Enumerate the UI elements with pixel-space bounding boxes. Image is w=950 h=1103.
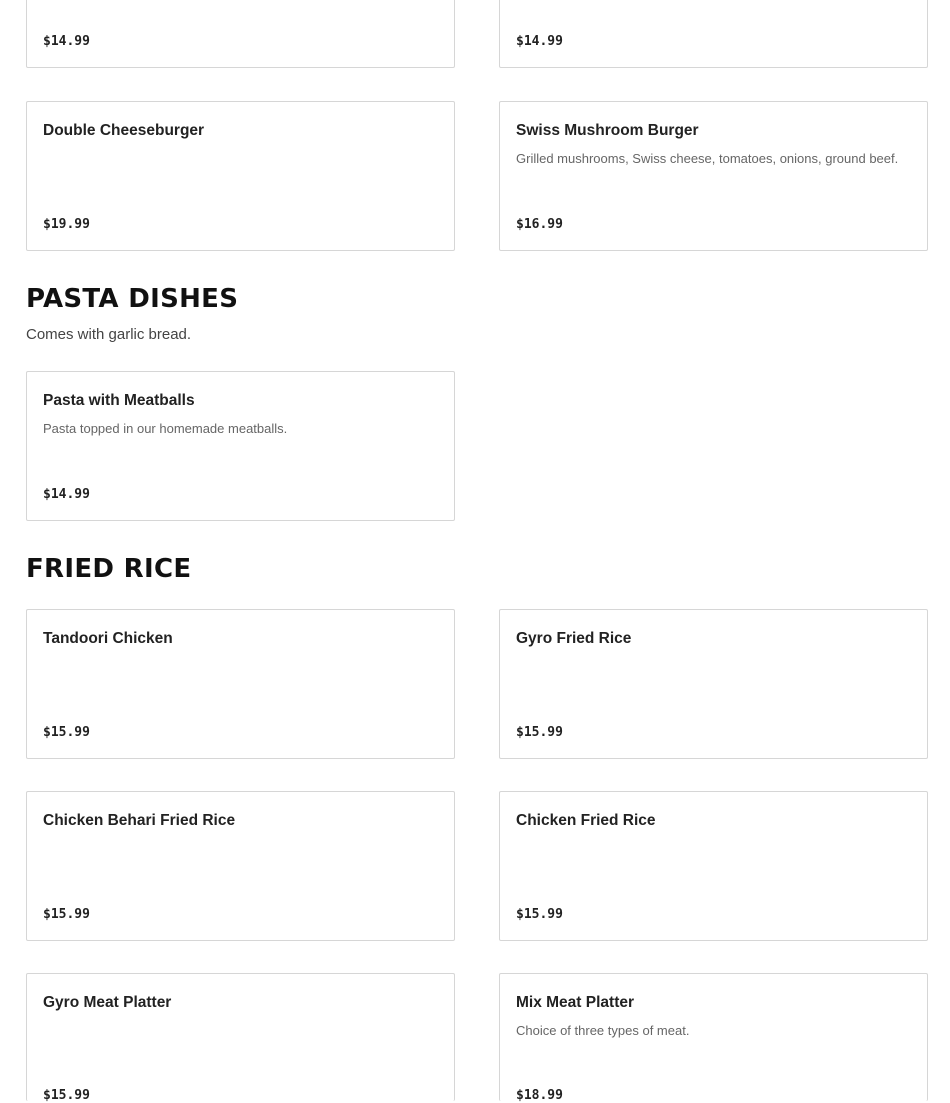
menu-item-price: $15.99 [43, 725, 90, 740]
menu-item-card[interactable] [26, 791, 455, 941]
menu-item-description: Choice of three types of meat. [516, 1023, 690, 1038]
menu-item-card[interactable] [499, 791, 928, 941]
section-subtitle-pasta-dishes: Comes with garlic bread. [26, 326, 192, 343]
menu-item-card[interactable] [499, 973, 928, 1101]
menu-item-card[interactable] [499, 101, 928, 251]
menu-item-price: $16.99 [516, 217, 563, 232]
menu-item-name: Chicken Fried Rice [516, 812, 656, 829]
menu-item-name: Gyro Meat Platter [43, 994, 172, 1011]
menu-item-card[interactable] [26, 101, 455, 251]
menu-item-description: Grilled mushrooms, Swiss cheese, tomatoes, onions, ground beef. [516, 151, 899, 166]
menu-item-price: $14.99 [43, 487, 90, 502]
menu-item-card[interactable] [26, 973, 455, 1101]
section-title-fried-rice: FRIED RICE [26, 554, 192, 584]
menu-item-price: $14.99 [516, 34, 563, 49]
menu-item-card[interactable] [499, 609, 928, 759]
menu-item-name: Tandoori Chicken [43, 630, 173, 647]
menu-item-name: Chicken Behari Fried Rice [43, 812, 236, 829]
section-title-pasta-dishes: PASTA DISHES [26, 284, 239, 314]
menu-item-card[interactable] [26, 0, 455, 68]
menu-item-card[interactable] [26, 371, 455, 521]
menu-item-description: Pasta topped in our homemade meatballs. [43, 421, 288, 436]
menu-item-price: $14.99 [43, 34, 90, 49]
menu-item-name: Gyro Fried Rice [516, 630, 632, 647]
menu-item-name: Pasta with Meatballs [43, 392, 195, 409]
menu-item-price: $15.99 [516, 725, 563, 740]
menu-item-name: Double Cheeseburger [43, 122, 205, 139]
menu-item-price: $15.99 [43, 907, 90, 922]
menu-item-card[interactable] [26, 609, 455, 759]
menu-item-price: $15.99 [43, 1088, 90, 1103]
menu-item-price: $19.99 [43, 217, 90, 232]
menu-item-card[interactable] [499, 0, 928, 68]
menu-item-price: $18.99 [516, 1088, 563, 1103]
menu-item-name: Swiss Mushroom Burger [516, 122, 699, 139]
menu-item-name: Mix Meat Platter [516, 994, 635, 1011]
menu-item-price: $15.99 [516, 907, 563, 922]
